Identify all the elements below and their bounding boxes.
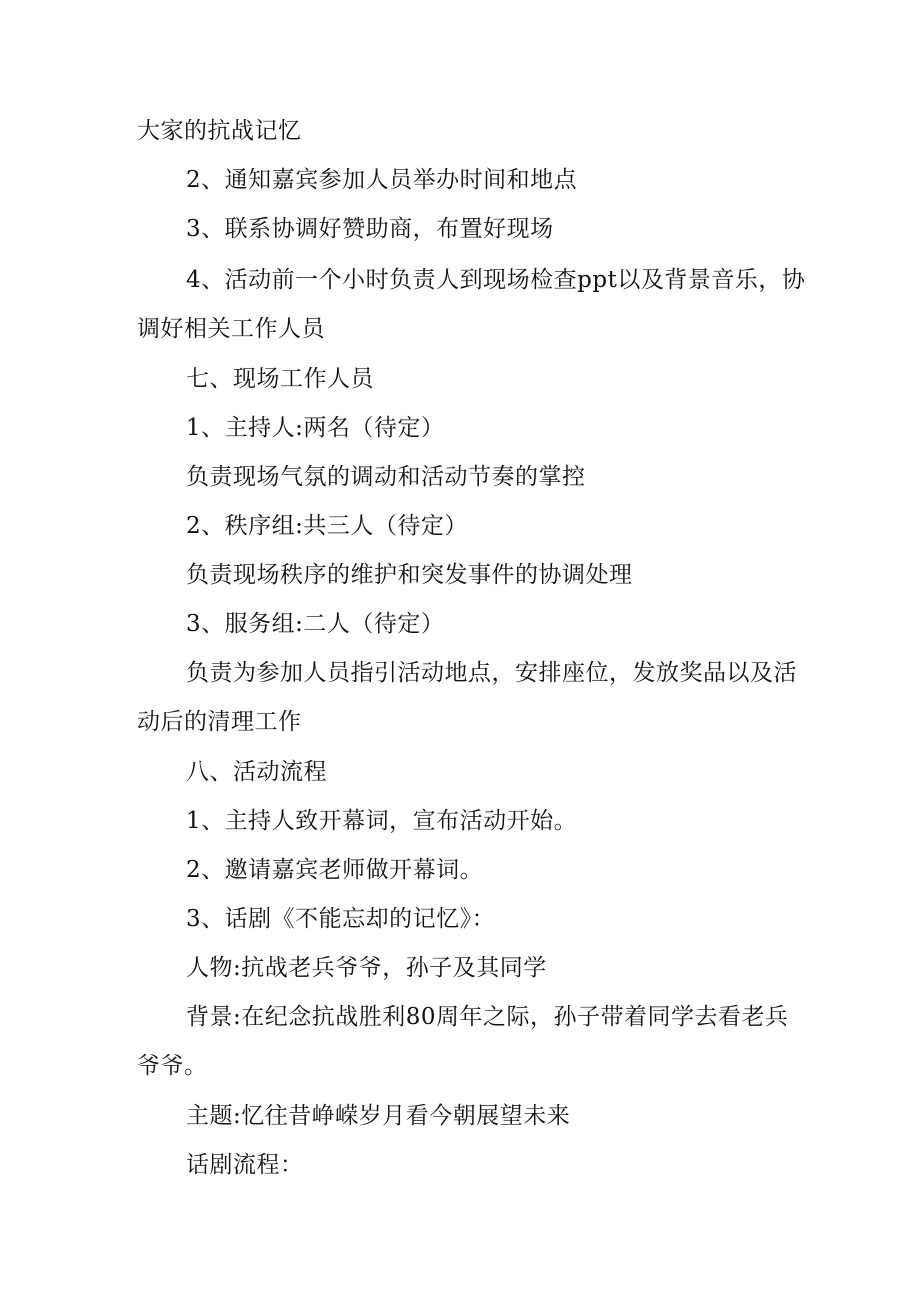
text-line: 2、通知嘉宾参加人员举办时间和地点: [186, 167, 578, 193]
text-line: 话剧流程：: [186, 1152, 304, 1178]
text-line: 1、主持人:两名（待定）: [186, 415, 445, 441]
text-line: 2、邀请嘉宾老师做开幕词。: [186, 857, 484, 883]
text-line: 爷爷。: [137, 1053, 208, 1079]
section-heading: 七、现场工作人员: [186, 366, 374, 392]
text-line: 人物:抗战老兵爷爷，孙子及其同学: [186, 955, 547, 981]
text-line: 动后的清理工作: [137, 709, 302, 735]
text-line: 3、话剧《不能忘却的记忆》：: [186, 906, 496, 932]
text-line: 负责为参加人员指引活动地点，安排座位，发放奖品以及活: [186, 660, 797, 686]
text-line: 负责现场气氛的调动和活动节奏的掌控: [186, 464, 586, 490]
text-line: 主题:忆往昔峥嵘岁月看今朝展望未来: [186, 1103, 571, 1129]
text-line: 4、活动前一个小时负责人到现场检查ppt以及背景音乐，协: [186, 267, 806, 293]
text-line: 1、主持人致开幕词，宣布活动开始。: [186, 808, 578, 834]
text-line: 背景:在纪念抗战胜利80周年之际，孙子带着同学去看老兵: [186, 1004, 789, 1030]
text-line: 调好相关工作人员: [137, 316, 325, 342]
text-line: 大家的抗战记忆: [137, 118, 302, 144]
text-line: 负责现场秩序的维护和突发事件的协调处理: [186, 562, 633, 588]
section-heading: 八、活动流程: [186, 759, 327, 785]
text-line: 2、秩序组:共三人（待定）: [186, 513, 468, 539]
text-line: 3、服务组:二人（待定）: [186, 611, 445, 637]
text-line: 3、联系协调好赞助商，布置好现场: [186, 216, 554, 242]
